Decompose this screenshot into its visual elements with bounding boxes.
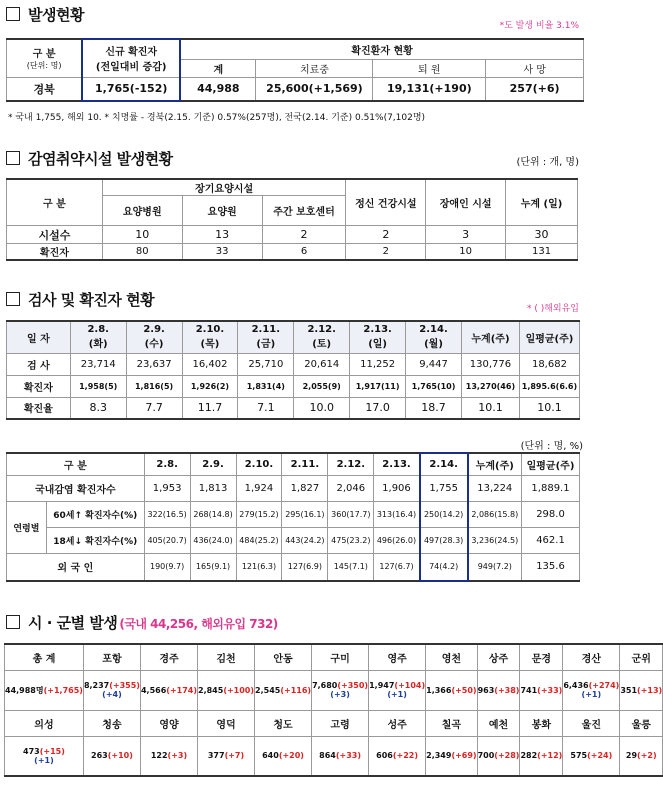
overseas-note: * ( )해외유입 <box>526 304 579 314</box>
cell: 9,447 <box>406 353 462 375</box>
section-title-occurrence <box>6 4 84 25</box>
header-daily-avg: 일평균(주) <box>519 321 579 353</box>
region-count <box>198 736 255 776</box>
weekday: (일) <box>368 339 387 351</box>
occurrence-table <box>6 38 584 102</box>
header-cumulative: 누계 (일) <box>506 179 578 226</box>
region-count-overseas: (+1) <box>34 755 54 765</box>
section-title-tests <box>6 289 154 310</box>
cell-total: 44,988 <box>180 77 256 101</box>
cell: 10 <box>426 244 506 261</box>
header-date: 2.10. <box>236 453 282 475</box>
region-name: 경산 <box>563 644 620 670</box>
region-count-main: 4,566 <box>140 685 167 695</box>
cell: 10 <box>102 226 182 244</box>
region-count <box>255 670 312 710</box>
header-total-week: 누계(주) <box>468 453 522 475</box>
region-count <box>563 670 620 710</box>
date: 2.8. <box>87 324 109 336</box>
region-name: 성주 <box>369 710 426 736</box>
region-count-increase: (+2) <box>637 751 657 761</box>
header-date: 2.9. <box>190 453 236 475</box>
region-count-main: 44,988명 <box>5 685 44 695</box>
region-count-main: 7,680 <box>312 681 338 690</box>
cell: 1,917(11) <box>350 375 406 397</box>
row-label-60plus: 60세↑ 확진자수(%) <box>46 501 144 527</box>
row-label-confirmed: 확진자 <box>7 244 103 261</box>
cell: 2 <box>346 226 426 244</box>
cell: 268(14.8) <box>190 501 236 527</box>
region-count <box>426 670 477 710</box>
region-count <box>198 670 255 710</box>
cell-treating: 25,600(+1,569) <box>256 77 373 101</box>
region-count-overseas: (+3) <box>330 690 350 699</box>
cell: 6 <box>262 244 346 261</box>
cell: 16,402 <box>182 353 238 375</box>
cell: 23,637 <box>126 353 182 375</box>
region-count-increase: (+28) <box>494 751 520 761</box>
cell: 121(6.3) <box>236 553 282 581</box>
region-count <box>255 736 312 776</box>
cell: 80 <box>102 244 182 261</box>
region-count-increase: (+104) <box>394 681 426 690</box>
section-title-text: 발생현황 <box>28 6 84 24</box>
cell: 313(16.4) <box>374 501 420 527</box>
cell: 443(24.2) <box>282 527 328 553</box>
cell: 2 <box>346 244 426 261</box>
cell: 127(6.7) <box>374 553 420 581</box>
cell: 3 <box>426 226 506 244</box>
region-count-overseas: (+4) <box>102 690 122 699</box>
header-day-care: 주간 보호센터 <box>262 196 346 226</box>
cell: 1,924 <box>236 475 282 501</box>
cell: 496(26.0) <box>374 527 420 553</box>
cell-released: 19,131(+190) <box>373 77 486 101</box>
cell: 436(24.0) <box>190 527 236 553</box>
region-count-main: 377 <box>207 751 225 761</box>
cell: 13 <box>182 226 262 244</box>
checkbox-square-icon <box>6 151 20 165</box>
cell: 11.7 <box>182 397 238 419</box>
region-count <box>369 670 426 710</box>
region-count <box>312 736 369 776</box>
region-count-overseas: (+1) <box>387 690 407 699</box>
cell: 25,710 <box>238 353 294 375</box>
region-count-increase: (+1,765) <box>43 685 83 695</box>
cell-new-cases: 1,765(-152) <box>82 77 180 101</box>
region-count-increase: (+116) <box>280 685 312 695</box>
region-name: 영천 <box>426 644 477 670</box>
region-name: 봉화 <box>520 710 563 736</box>
region-table <box>4 643 663 777</box>
header-disability: 장애인 시설 <box>426 179 506 226</box>
region-count-increase: (+50) <box>451 685 477 695</box>
cell: 127(6.9) <box>282 553 328 581</box>
header-new-cases: 신규 확진자 (전일대비 증감) <box>82 39 180 77</box>
weekday: (목) <box>200 339 220 351</box>
region-name: 칠곡 <box>426 710 477 736</box>
region-count-increase: (+33) <box>335 751 361 761</box>
region-count-main: 741 <box>520 685 538 695</box>
region-count-main: 2,349 <box>426 751 452 761</box>
unit-note: (단위 : 개, 명) <box>516 157 579 168</box>
cell: 2 <box>262 226 346 244</box>
cell: 250(14.2) <box>420 501 468 527</box>
cell-dead: 257(+6) <box>486 77 584 101</box>
cell: 475(23.2) <box>328 527 374 553</box>
region-count-increase: (+20) <box>278 751 304 761</box>
row-label-confirmed: 확진자 <box>7 375 71 397</box>
region-name: 영양 <box>140 710 197 736</box>
region-count-main: 606 <box>376 751 393 761</box>
cell: 1,953 <box>144 475 190 501</box>
cell: 8.3 <box>70 397 126 419</box>
region-count <box>140 670 197 710</box>
date: 2.9. <box>143 324 165 336</box>
region-count-increase: (+3) <box>167 751 188 761</box>
region-count-main: 2,845 <box>198 685 224 695</box>
cell: 2,055(9) <box>294 375 350 397</box>
region-count <box>140 736 197 776</box>
region-count-overseas: (+1) <box>581 690 602 699</box>
region-count-increase: (+350) <box>337 681 369 690</box>
row-label-domestic: 국내감염 확진자수 <box>7 475 145 501</box>
region-count-main: 963 <box>477 685 495 695</box>
header-group: 구 분 <box>7 179 103 226</box>
region-name: 예천 <box>477 710 520 736</box>
region-name: 영주 <box>369 644 426 670</box>
weekday: (화) <box>88 339 108 351</box>
cell: 17.0 <box>350 397 406 419</box>
cell: 279(15.2) <box>236 501 282 527</box>
region-count-main: 351 <box>620 685 638 695</box>
region-count-main: 282 <box>520 751 538 761</box>
cell: 1,889.1 <box>522 475 580 501</box>
cell: 13,224 <box>468 475 522 501</box>
header-group: 구 분 (단위: 명) <box>7 39 83 77</box>
cell: 462.1 <box>522 527 580 553</box>
section-title-vulnerable <box>6 148 173 169</box>
region-count-increase: (+100) <box>223 685 255 695</box>
region-name: 군위 <box>620 644 663 670</box>
region-count <box>426 736 477 776</box>
region-count <box>83 736 140 776</box>
region-count-increase: (+69) <box>451 751 477 761</box>
cell: 2,086(15.8) <box>468 501 522 527</box>
cell: 7.7 <box>126 397 182 419</box>
region-name: 고령 <box>312 710 369 736</box>
cell: 131 <box>506 244 578 261</box>
region-count-increase: (+38) <box>494 685 520 695</box>
region-name: 청송 <box>83 710 140 736</box>
cell: 74(4.2) <box>420 553 468 581</box>
region-name: 울진 <box>563 710 620 736</box>
cell: 1,895.6(6.6) <box>519 375 579 397</box>
header-date: 2.8. <box>144 453 190 475</box>
region-count-increase: (+24) <box>587 751 613 761</box>
region-name: 울릉 <box>620 710 663 736</box>
cell: 165(9.1) <box>190 553 236 581</box>
weekday: (토) <box>312 339 332 351</box>
cell: 13,270(46) <box>461 375 519 397</box>
region-count <box>477 670 520 710</box>
region-count <box>520 736 563 776</box>
region-name: 총 계 <box>5 644 84 670</box>
header-mental-health: 정신 건강시설 <box>346 179 426 226</box>
row-label-facilities: 시설수 <box>7 226 103 244</box>
region-name: 의성 <box>5 710 84 736</box>
region-count-increase: (+13) <box>637 685 663 695</box>
region-count <box>563 736 620 776</box>
region-count <box>477 736 520 776</box>
region-count-increase: (+7) <box>224 751 245 761</box>
age-group-label: 연령별 <box>7 501 47 553</box>
header-dead: 사 망 <box>486 59 584 77</box>
cell: 949(7.2) <box>468 553 522 581</box>
cell: 1,827 <box>282 475 328 501</box>
header-date: 2.11. <box>282 453 328 475</box>
region-count <box>520 670 563 710</box>
region-count-main: 1,947 <box>369 681 395 690</box>
row-label: 경북 <box>7 77 83 101</box>
cell: 1,831(4) <box>238 375 294 397</box>
header-date: 2.12. <box>328 453 374 475</box>
header-nursing-home: 요양원 <box>182 196 262 226</box>
cell: 405(20.7) <box>144 527 190 553</box>
cell: 1,926(2) <box>182 375 238 397</box>
header-date: 일 자 <box>7 321 71 353</box>
date: 2.13. <box>363 324 392 336</box>
cell: 484(25.2) <box>236 527 282 553</box>
region-name: 구미 <box>312 644 369 670</box>
cell: 130,776 <box>461 353 519 375</box>
cell: 360(17.7) <box>328 501 374 527</box>
header-released: 퇴 원 <box>373 59 486 77</box>
region-count-main: 864 <box>319 751 336 761</box>
section-title-text: 시 · 군별 발생 <box>28 614 118 632</box>
cell: 3,236(24.5) <box>468 527 522 553</box>
region-count-increase: (+10) <box>107 751 133 761</box>
date: 2.12. <box>307 324 336 336</box>
row-label-rate: 확진율 <box>7 397 71 419</box>
cell: 1,906 <box>374 475 420 501</box>
province-ratio-note: *도 발생 비율 3.1% <box>499 21 579 31</box>
weekday: (수) <box>144 339 164 351</box>
region-subtitle: (국내 44,256, 해외유입 732) <box>119 617 278 631</box>
region-name: 청도 <box>255 710 312 736</box>
weekday: (월) <box>424 339 443 351</box>
vulnerable-facility-table <box>6 178 578 261</box>
row-label-foreigner: 외 국 인 <box>7 553 145 581</box>
unit-note-2: (단위 : 명, %) <box>520 441 583 452</box>
region-count <box>620 670 663 710</box>
checkbox-square-icon <box>6 7 20 21</box>
cell: 1,813 <box>190 475 236 501</box>
cell: 7.1 <box>238 397 294 419</box>
cell: 10.0 <box>294 397 350 419</box>
header-date-highlight: 2.14. <box>420 453 468 475</box>
cell: 1,755 <box>420 475 468 501</box>
header-total: 계 <box>180 59 256 77</box>
header-long-term-care: 장기요양시설 <box>102 179 346 196</box>
region-count-main: 1,366 <box>426 685 452 695</box>
cell: 23,714 <box>70 353 126 375</box>
region-count-main: 2,545 <box>255 685 281 695</box>
region-name: 포항 <box>83 644 140 670</box>
region-name: 안동 <box>255 644 312 670</box>
region-count-increase: (+33) <box>537 685 563 695</box>
cell: 2,046 <box>328 475 374 501</box>
cell: 1,816(5) <box>126 375 182 397</box>
region-count-increase: (+174) <box>166 685 197 695</box>
checkbox-square-icon <box>6 292 20 306</box>
cell: 145(7.1) <box>328 553 374 581</box>
region-count-increase: (+15) <box>39 746 65 756</box>
cell: 33 <box>182 244 262 261</box>
region-count <box>83 670 140 710</box>
region-name: 영덕 <box>198 710 255 736</box>
date: 2.14. <box>419 324 448 336</box>
section-title-text: 감염취약시설 발생현황 <box>28 150 173 168</box>
cell: 10.1 <box>519 397 579 419</box>
checkbox-square-icon <box>6 615 20 629</box>
header-daily-avg: 일평균(주) <box>522 453 580 475</box>
section-title-region <box>6 612 278 633</box>
cell: 190(9.7) <box>144 553 190 581</box>
cell: 30 <box>506 226 578 244</box>
region-count-main: 473 <box>23 746 40 756</box>
cell: 18.7 <box>406 397 462 419</box>
region-count-increase: (+22) <box>392 751 419 761</box>
cell: 18,682 <box>519 353 579 375</box>
section-title-text: 검사 및 확진자 현황 <box>28 291 155 309</box>
region-name: 경주 <box>140 644 197 670</box>
region-count-main: 122 <box>150 751 168 761</box>
row-label-18minus: 18세↓ 확진자수(%) <box>46 527 144 553</box>
footnote: * 국내 1,755, 해외 10. * 치명률 - 경북(2.15. 기준) 0.57%(257명), 전국(2.14. 기준) 0.51%(7,102명) <box>8 113 426 123</box>
cell: 1,765(10) <box>406 375 462 397</box>
cell: 20,614 <box>294 353 350 375</box>
region-count <box>5 736 84 776</box>
cell: 135.6 <box>522 553 580 581</box>
region-count-main: 575 <box>570 751 588 761</box>
region-count <box>620 736 663 776</box>
region-name: 김천 <box>198 644 255 670</box>
header-group: 구 분 <box>7 453 145 475</box>
region-count-increase: (+355) <box>109 681 140 690</box>
region-count-increase: (+274) <box>588 681 620 690</box>
region-name: 문경 <box>520 644 563 670</box>
date: 2.10. <box>195 324 225 336</box>
header-total-week: 누계(주) <box>461 321 519 353</box>
cell: 295(16.1) <box>282 501 328 527</box>
cell: 497(28.3) <box>420 527 468 553</box>
region-count <box>312 670 369 710</box>
header-treating: 치료중 <box>256 59 373 77</box>
region-count-main: 640 <box>262 751 279 761</box>
row-label-tests: 검 사 <box>7 353 71 375</box>
region-count-main: 6,436 <box>563 681 589 690</box>
header-nursing-hospital: 요양병원 <box>102 196 182 226</box>
header-patient-status: 확진환자 현황 <box>180 39 583 59</box>
test-table <box>6 320 580 420</box>
region-count-main: 29 <box>625 751 638 761</box>
cell: 11,252 <box>350 353 406 375</box>
date: 2.11. <box>251 324 281 336</box>
region-count-main: 700 <box>477 751 495 761</box>
header-date: 2.13. <box>374 453 420 475</box>
region-count-increase: (+12) <box>537 751 563 761</box>
cell: 10.1 <box>461 397 519 419</box>
weekday: (금) <box>256 339 276 351</box>
cell: 322(16.5) <box>144 501 190 527</box>
cell: 298.0 <box>522 501 580 527</box>
region-count-main: 8,237 <box>83 681 110 690</box>
region-count-main: 263 <box>91 751 108 761</box>
region-count <box>369 736 426 776</box>
domestic-table <box>6 452 580 582</box>
cell: 1,958(5) <box>70 375 126 397</box>
region-name: 상주 <box>477 644 520 670</box>
region-count <box>5 670 84 710</box>
